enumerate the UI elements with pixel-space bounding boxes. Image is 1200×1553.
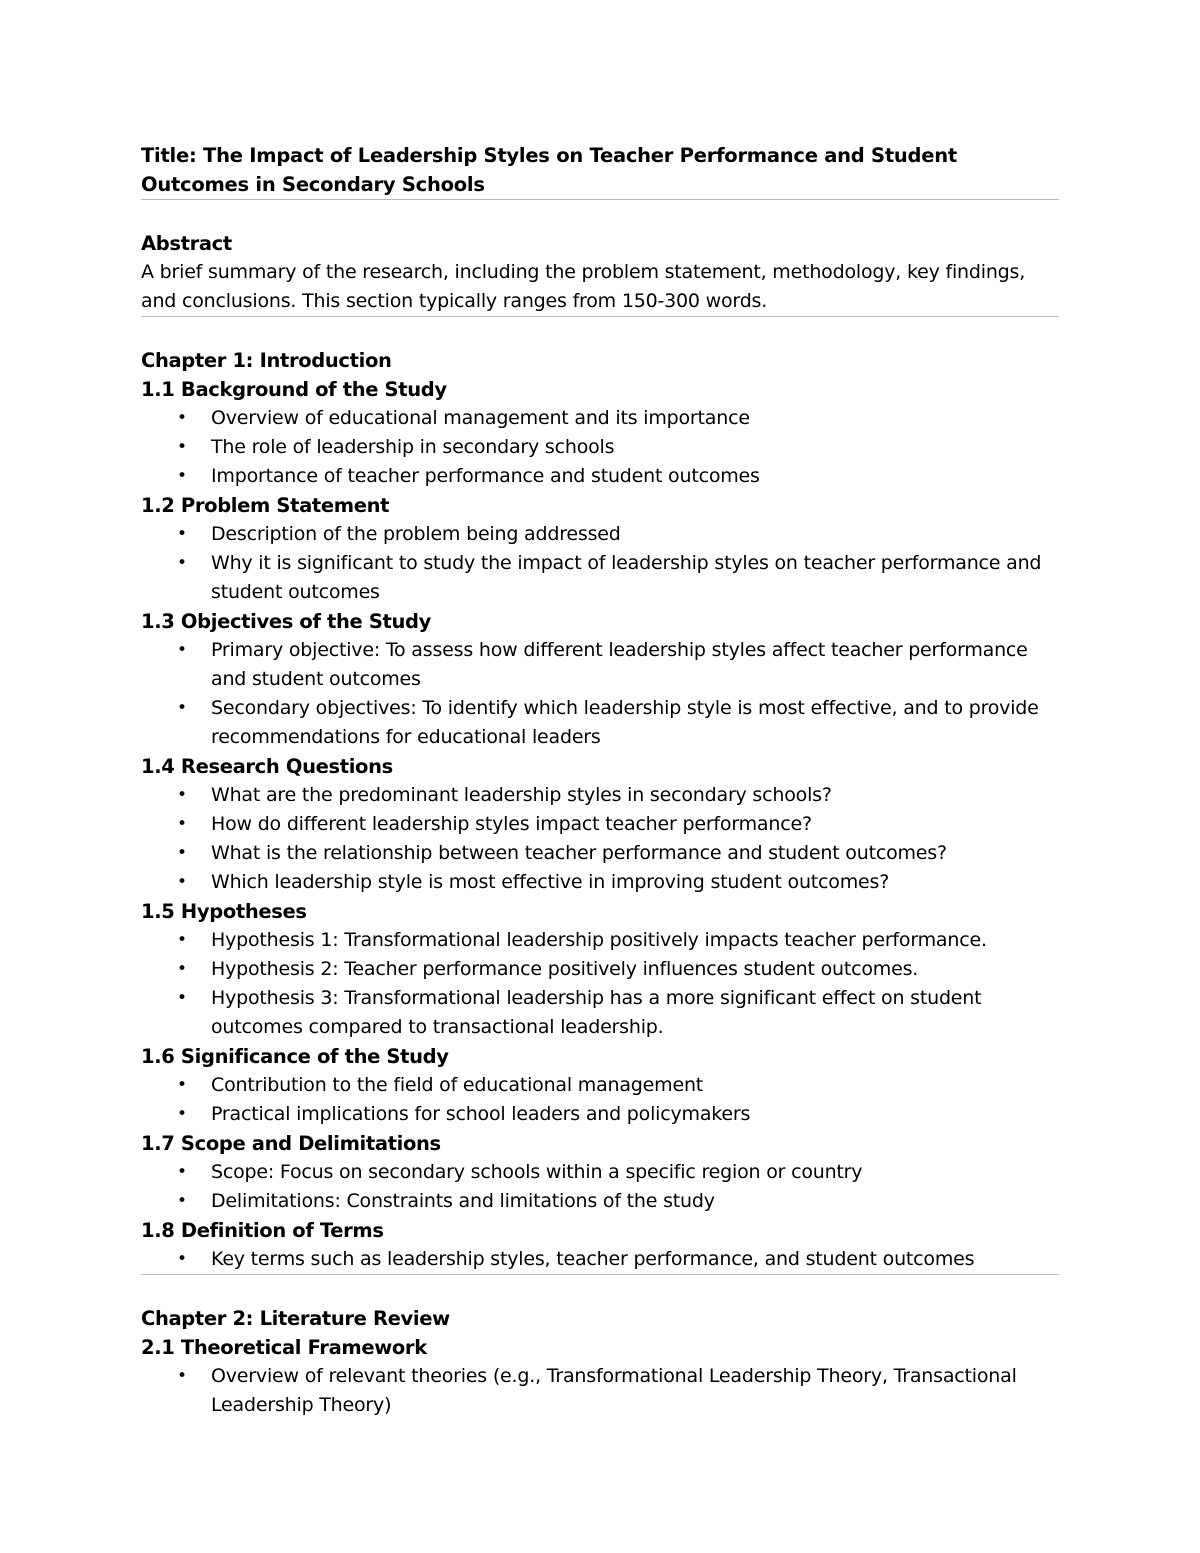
list-item xyxy=(141,926,1059,955)
bullet-icon: • xyxy=(177,553,187,573)
section-heading: 1.7 Scope and Delimitations xyxy=(141,1132,441,1155)
list-item xyxy=(141,1362,1059,1420)
list-item-text: Key terms such as leadership styles, teacher performance, and student outcomes xyxy=(211,1248,975,1270)
chapter-2-heading: Chapter 2: Literature Review xyxy=(141,1307,450,1330)
bullet-icon: • xyxy=(177,524,187,544)
list-item-text: Practical implications for school leaders and policymakers xyxy=(211,1103,751,1125)
chapter-1 xyxy=(141,346,1059,1274)
bullet-icon: • xyxy=(177,872,187,892)
section-heading: 1.3 Objectives of the Study xyxy=(141,610,432,633)
bullet-icon: • xyxy=(177,930,187,950)
bullet-list xyxy=(141,636,1059,752)
section-heading: 1.6 Significance of the Study xyxy=(141,1045,449,1068)
bullet-icon: • xyxy=(177,959,187,979)
bullet-icon: • xyxy=(177,1162,187,1182)
list-item xyxy=(141,1187,1059,1216)
list-item xyxy=(141,404,1059,433)
bullet-list xyxy=(141,1362,1059,1420)
abstract-text: A brief summary of the research, including the problem statement, methodology, key findings, and conclusions. This section typically ranges from 150-300 words. xyxy=(141,261,1026,312)
bullet-icon: • xyxy=(177,408,187,428)
bullet-icon: • xyxy=(177,843,187,863)
list-item xyxy=(141,433,1059,462)
list-item-text: Importance of teacher performance and student outcomes xyxy=(211,465,760,487)
bullet-icon: • xyxy=(177,1191,187,1211)
list-item-text: Hypothesis 2: Teacher performance positively influences student outcomes. xyxy=(211,958,919,980)
list-item-text: Which leadership style is most effective in improving student outcomes? xyxy=(211,871,890,893)
bullet-icon: • xyxy=(177,1075,187,1095)
chapter-1-heading: Chapter 1: Introduction xyxy=(141,349,392,372)
list-item xyxy=(141,636,1059,694)
bullet-icon: • xyxy=(177,785,187,805)
list-item-text: The role of leadership in secondary schools xyxy=(211,436,615,458)
bullet-icon: • xyxy=(177,466,187,486)
bullet-icon: • xyxy=(177,988,187,1008)
section-heading: 1.5 Hypotheses xyxy=(141,900,307,923)
bullet-icon: • xyxy=(177,437,187,457)
list-item xyxy=(141,1158,1059,1187)
list-item-text: Hypothesis 1: Transformational leadership positively impacts teacher performance. xyxy=(211,929,987,951)
list-item-text: Delimitations: Constraints and limitations of the study xyxy=(211,1190,715,1212)
bullet-icon: • xyxy=(177,1104,187,1124)
list-item-text: Contribution to the field of educational management xyxy=(211,1074,704,1096)
section-heading: 1.2 Problem Statement xyxy=(141,494,390,517)
list-item-text: Scope: Focus on secondary schools within a specific region or country xyxy=(211,1161,863,1183)
bullet-icon: • xyxy=(177,814,187,834)
list-item xyxy=(141,955,1059,984)
bullet-icon: • xyxy=(177,1249,187,1269)
list-item xyxy=(141,1071,1059,1100)
bullet-list xyxy=(141,1071,1059,1129)
list-item-text: Overview of relevant theories (e.g., Transformational Leadership Theory, Transactional Leadership Theory) xyxy=(211,1365,1017,1416)
chapter-1-sections xyxy=(141,375,1059,1274)
list-item-text: Overview of educational management and its importance xyxy=(211,407,750,429)
bullet-list xyxy=(141,1245,1059,1274)
chapter-2 xyxy=(141,1304,1059,1420)
list-item-text: How do different leadership styles impact teacher performance? xyxy=(211,813,812,835)
section-heading: 1.8 Definition of Terms xyxy=(141,1219,384,1242)
list-item xyxy=(141,839,1059,868)
list-item xyxy=(141,694,1059,752)
bullet-icon: • xyxy=(177,640,187,660)
list-item xyxy=(141,810,1059,839)
bullet-list xyxy=(141,1158,1059,1216)
section-heading: 2.1 Theoretical Framework xyxy=(141,1336,427,1359)
chapter-2-sections xyxy=(141,1333,1059,1420)
bullet-list xyxy=(141,404,1059,491)
list-item-text: Description of the problem being addressed xyxy=(211,523,621,545)
list-item-text: Hypothesis 3: Transformational leadership has a more significant effect on student outcomes compared to transactional leadership. xyxy=(211,987,982,1038)
bullet-list xyxy=(141,520,1059,607)
list-item xyxy=(141,1245,1059,1274)
section-heading: 1.4 Research Questions xyxy=(141,755,393,778)
list-item-text: What are the predominant leadership styles in secondary schools? xyxy=(211,784,832,806)
document-title: Title: The Impact of Leadership Styles on Teacher Performance and Student Outcomes in Secondary Schools xyxy=(141,144,957,196)
list-item xyxy=(141,781,1059,810)
document-page xyxy=(141,141,1059,1420)
list-item-text: Secondary objectives: To identify which leadership style is most effective, and to provide recommendations for educational leaders xyxy=(211,697,1039,748)
bullet-icon: • xyxy=(177,1366,187,1386)
list-item xyxy=(141,462,1059,491)
list-item-text: Why it is significant to study the impact of leadership styles on teacher performance and student outcomes xyxy=(211,552,1042,603)
bullet-list xyxy=(141,781,1059,897)
list-item xyxy=(141,1100,1059,1129)
section-heading: 1.1 Background of the Study xyxy=(141,378,447,401)
list-item xyxy=(141,520,1059,549)
list-item-text: What is the relationship between teacher performance and student outcomes? xyxy=(211,842,947,864)
list-item xyxy=(141,868,1059,897)
list-item-text: Primary objective: To assess how different leadership styles affect teacher performance and student outcomes xyxy=(211,639,1028,690)
list-item xyxy=(141,984,1059,1042)
bullet-list xyxy=(141,926,1059,1042)
list-item xyxy=(141,549,1059,607)
bullet-icon: • xyxy=(177,698,187,718)
abstract-heading: Abstract xyxy=(141,232,232,255)
